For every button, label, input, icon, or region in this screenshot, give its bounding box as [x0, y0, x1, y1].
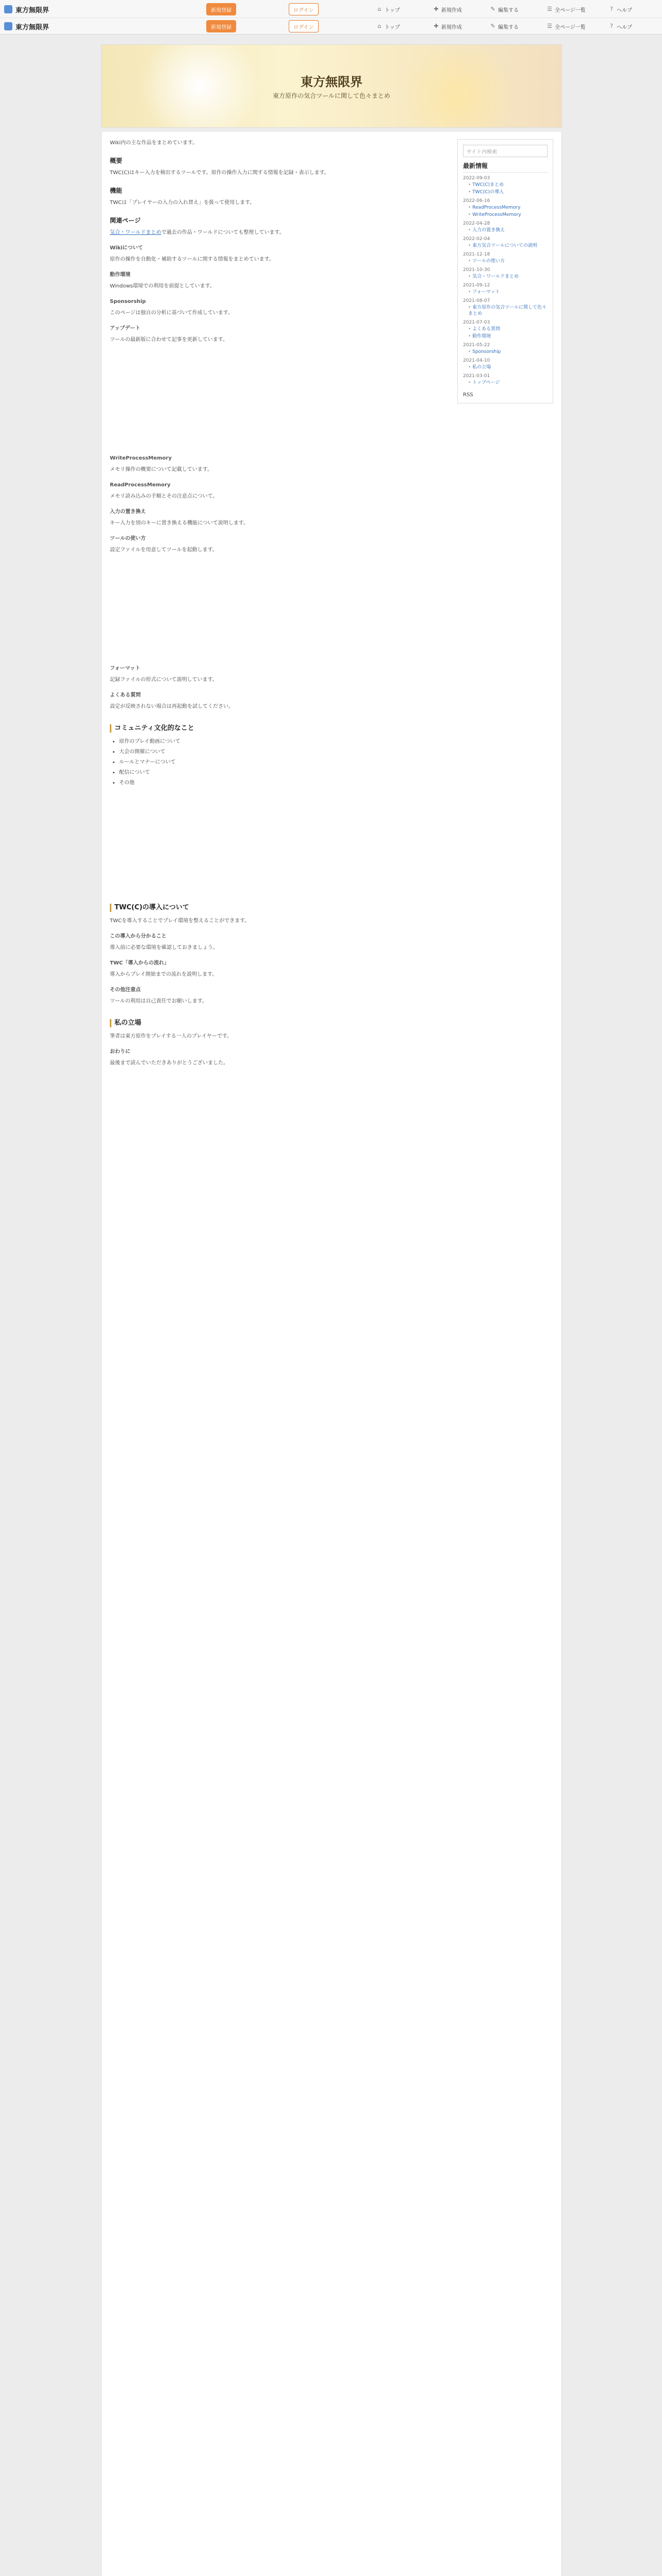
- subsection-heading: よくある質問: [110, 692, 141, 698]
- section-title: TWC(C)の導入について: [110, 904, 440, 912]
- update-date: 2021-05-22: [463, 343, 490, 348]
- signup-button[interactable]: 新規登録: [206, 20, 236, 32]
- paragraph: このページは独自の分析に基づいて作成しています。: [110, 310, 233, 316]
- list-item: • 大会の開催について: [119, 748, 440, 756]
- nav-edit-link[interactable]: ✎ 編集する: [490, 23, 519, 30]
- paragraph: 最後まで読んでいただきありがとうございました。: [110, 1060, 228, 1066]
- paragraph: ツールの利用は自己責任でお願いします。: [110, 998, 207, 1004]
- recent-page-link[interactable]: • 気合・ワールドまとめ: [468, 274, 548, 280]
- recent-page-link[interactable]: • ReadProcessMemory: [468, 205, 548, 211]
- edit-icon: ✎: [490, 23, 495, 29]
- subsection-heading: この導入から分かること: [110, 934, 167, 939]
- login-button[interactable]: ログイン: [289, 20, 319, 32]
- sidebar: [457, 139, 553, 403]
- nav-new-link[interactable]: ✚ 新規作成: [434, 23, 462, 30]
- paragraph: TWC(C)はキー入力を検出するツールです。原作の操作入力に関する情報を記録・表示します。: [110, 170, 329, 176]
- recent-page-link[interactable]: • ツールの使い方: [468, 258, 548, 264]
- paragraph: 原作の操作を自動化・補助するツールに関する情報をまとめています。: [110, 257, 274, 262]
- main-article: [110, 139, 440, 1073]
- update-date: 2022-06-16: [463, 198, 490, 204]
- related-page-link[interactable]: 気合・ワールドまとめ: [110, 230, 161, 235]
- recent-page-link[interactable]: • トップページ: [468, 380, 548, 386]
- site-brand-secondary[interactable]: 東方無限界: [4, 22, 49, 31]
- nav-row-1: [0, 1, 662, 18]
- signup-button[interactable]: 新規登録: [206, 3, 236, 15]
- new-icon: ✚: [434, 6, 439, 12]
- paragraph: キー入力を別のキーに置き換える機能について説明します。: [110, 520, 249, 526]
- list-icon: ☰: [547, 6, 552, 12]
- list-item: • 原作のプレイ動画について: [119, 738, 440, 746]
- paragraph: 気合・ワールドまとめで過去の作品・ワールドについても整理しています。: [110, 230, 285, 235]
- nav-top-link[interactable]: ⌂ トップ: [376, 6, 400, 13]
- site-title[interactable]: 東方無限界: [301, 75, 362, 89]
- subsection-heading: WriteProcessMemory: [110, 455, 172, 461]
- nav-top-link[interactable]: ⌂ トップ: [376, 23, 400, 30]
- recent-page-link[interactable]: • TWC(C)まとめ: [468, 182, 548, 188]
- paragraph: 設定ファイルを用意してツールを起動します。: [110, 547, 218, 553]
- section-title: コミュニティ文化的なこと: [110, 724, 440, 733]
- subsection-heading: ツールの使い方: [110, 536, 146, 541]
- subsection-heading: Sponsorship: [110, 299, 146, 304]
- recent-page-link[interactable]: • 入力の置き換え: [468, 227, 548, 233]
- update-date: 2021-03-01: [463, 374, 490, 379]
- new-icon: ✚: [434, 23, 439, 29]
- nav-list-link[interactable]: ☰ 全ページ一覧: [547, 6, 586, 13]
- top-navigation-bar: [0, 0, 662, 35]
- nav-new-link[interactable]: ✚ 新規作成: [434, 6, 462, 13]
- update-date: 2021-04-10: [463, 358, 490, 363]
- update-date: 2022-09-03: [463, 176, 490, 181]
- subsection-heading: Wikiについて: [110, 245, 143, 251]
- home-icon: ⌂: [377, 23, 382, 29]
- recent-page-link[interactable]: • 動作環境: [468, 333, 548, 340]
- list-item: • その他: [119, 779, 440, 787]
- nav-row-2: [0, 18, 662, 35]
- recent-page-link[interactable]: • Sponsorship: [468, 349, 548, 355]
- help-icon: ?: [610, 6, 613, 12]
- subsection-heading: ReadProcessMemory: [110, 482, 171, 488]
- recent-page-link[interactable]: • よくある質問: [468, 326, 548, 332]
- paragraph: ツールの最新版に合わせて記事を更新しています。: [110, 337, 228, 343]
- sidebar-heading: 最新情報: [463, 161, 548, 173]
- list-icon: ☰: [547, 23, 552, 29]
- brand-name: 東方無限界: [15, 6, 49, 14]
- intro-text: Wiki内の主な作品をまとめています。: [110, 140, 198, 146]
- paragraph: メモリ読み込みの手順とその注意点について。: [110, 494, 218, 499]
- site-logo-icon: [4, 22, 12, 30]
- nav-help-link[interactable]: ? ヘルプ: [608, 23, 632, 30]
- update-date: 2022-02-04: [463, 236, 490, 242]
- site-brand[interactable]: [4, 5, 49, 14]
- update-date: 2021-10-30: [463, 267, 490, 273]
- update-date: 2021-08-07: [463, 298, 490, 303]
- site-logo-icon: [4, 5, 12, 13]
- paragraph: Windows環境での利用を前提としています。: [110, 283, 215, 289]
- nav-list-link[interactable]: ☰ 全ページ一覧: [547, 23, 586, 30]
- list-item: • ルールとマナーについて: [119, 758, 440, 767]
- section-heading: 機能: [110, 187, 123, 194]
- content-area: [101, 132, 562, 2576]
- login-button[interactable]: ログイン: [289, 3, 319, 15]
- recent-page-link[interactable]: • TWC(C)の導入: [468, 189, 548, 195]
- paragraph: 設定が反映されない場合は再起動を試してください。: [110, 704, 234, 709]
- paragraph: 導入前に必要な環境を確認しておきましょう。: [110, 945, 218, 951]
- nav-help-link[interactable]: ? ヘルプ: [608, 6, 632, 13]
- update-date: 2022-04-28: [463, 221, 490, 226]
- search-input[interactable]: サイト内検索: [463, 145, 548, 157]
- paragraph: 筆者は東方原作をプレイする一人のプレイヤーです。: [110, 1033, 233, 1039]
- recent-page-link[interactable]: • 東方気合ツールについての説明: [468, 243, 548, 249]
- subsection-heading: おわりに: [110, 1049, 130, 1055]
- section-title: 私の立場: [110, 1019, 440, 1027]
- recent-page-link[interactable]: • 東方原作の気合ツールに関して色々まとめ: [468, 304, 548, 317]
- update-date: 2021-07-03: [463, 320, 490, 325]
- page-header-wrapper: [101, 44, 562, 128]
- subsection-heading: アップデート: [110, 326, 141, 331]
- paragraph: TWCは「プレイヤーの入力の入れ替え」を扱って使用します。: [110, 200, 255, 206]
- site-subtitle: 東方原作の気合ツールに関して色々まとめ: [273, 92, 390, 99]
- edit-icon: ✎: [490, 6, 495, 12]
- recent-updates-list: [463, 176, 548, 386]
- home-icon: ⌂: [377, 6, 382, 12]
- paragraph: 導入からプレイ開始までの流れを説明します。: [110, 972, 218, 977]
- paragraph: メモリ操作の概要について記載しています。: [110, 467, 212, 472]
- section-heading: 関連ページ: [110, 217, 141, 224]
- paragraph: TWCを導入することでプレイ環境を整えることができます。: [110, 918, 250, 924]
- content-spacer: [110, 349, 440, 447]
- section-heading: 概要: [110, 157, 123, 164]
- content-spacer: [110, 792, 440, 890]
- content-spacer: [110, 560, 440, 657]
- subsection-heading: 動作環境: [110, 272, 130, 278]
- help-icon: ?: [610, 23, 613, 29]
- update-date: 2021-09-12: [463, 283, 490, 288]
- subsection-heading: その他注意点: [110, 987, 141, 993]
- community-list: [119, 738, 440, 787]
- subsection-heading: TWC「導入からの流れ」: [110, 960, 170, 966]
- list-item: • 配信について: [119, 769, 440, 777]
- subsection-heading: フォーマット: [110, 666, 141, 671]
- recent-page-link[interactable]: • フォーマット: [468, 289, 548, 295]
- paragraph: 記録ファイルの形式について説明しています。: [110, 677, 218, 683]
- sidebar-box: [458, 140, 553, 403]
- recent-page-link[interactable]: • 私の立場: [468, 364, 548, 370]
- site-header-banner: [102, 45, 561, 127]
- rss-link[interactable]: RSS: [463, 392, 473, 398]
- nav-edit-link[interactable]: ✎ 編集する: [490, 6, 519, 13]
- update-date: 2021-12-18: [463, 252, 490, 257]
- recent-page-link[interactable]: • WriteProcessMemory: [468, 212, 548, 218]
- subsection-heading: 入力の置き換え: [110, 509, 146, 515]
